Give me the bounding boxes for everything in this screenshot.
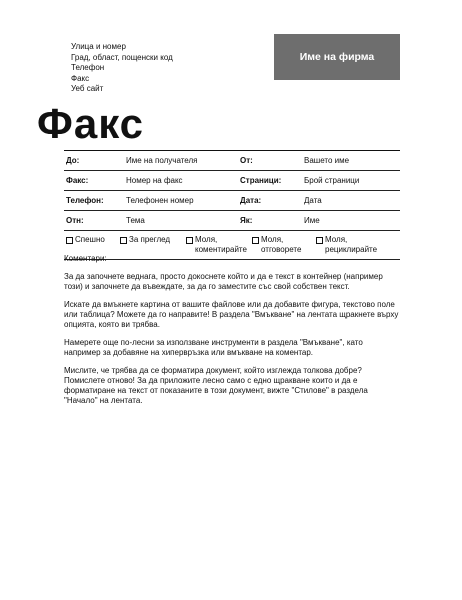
from-label: От: bbox=[240, 156, 253, 165]
comments-paragraph-2[interactable]: Искате да вмъкнете картина от вашите файлове или да добавите фигура, текстово поле или таблица? Можете да го направите! В раздела "Вмъкване" на лентата щракнете върху опцията, която ви трябва. bbox=[64, 300, 399, 329]
checkbox-square-icon[interactable] bbox=[120, 237, 127, 244]
sender-city: Град, област, пощенски код bbox=[71, 52, 173, 62]
comments-label: Коментари: bbox=[64, 254, 107, 263]
checkbox-square-icon[interactable] bbox=[186, 237, 193, 244]
pages-value: Брой страници bbox=[304, 176, 360, 185]
checkbox-reply-label bbox=[261, 235, 301, 255]
fields-row-fax-pages bbox=[64, 171, 400, 191]
re-value: Тема bbox=[126, 216, 145, 225]
phone-value: Телефонен номер bbox=[126, 196, 194, 205]
fields-row-phone-date bbox=[64, 191, 400, 211]
checkbox-comment-label bbox=[195, 235, 247, 255]
comments-paragraph-3[interactable]: Намерете още по-лесни за използване инструменти в раздела "Вмъкване", като например за добавяне на хипервръзка или вмъкване на коментар. bbox=[64, 338, 363, 357]
checkbox-comment-label-line1: Моля, bbox=[195, 235, 218, 244]
sender-fax: Факс bbox=[71, 73, 90, 83]
checkbox-review-label: За преглед bbox=[129, 235, 171, 244]
checkbox-reply-label-line2: отговорете bbox=[261, 245, 302, 254]
cc-value: Име bbox=[304, 216, 320, 225]
sender-phone: Телефон bbox=[71, 63, 105, 72]
sender-street: Улица и номер bbox=[71, 42, 126, 51]
fields-row-re-cc bbox=[64, 211, 400, 231]
sender-website: Уеб сайт bbox=[71, 84, 104, 93]
date-value: Дата bbox=[304, 196, 322, 205]
cc-label: Як: bbox=[240, 216, 253, 225]
from-value: Вашето име bbox=[304, 156, 350, 165]
company-name: Име на фирма bbox=[299, 51, 375, 63]
sender-address-block bbox=[71, 42, 173, 95]
to-value: Име на получателя bbox=[126, 156, 198, 165]
checkbox-square-icon[interactable] bbox=[252, 237, 259, 244]
re-label: Отн: bbox=[66, 216, 84, 225]
comments-paragraph-4[interactable]: Мислите, че трябва да се форматира документ, който изглежда толкова добре? Помислете отново! За да приложите лесно само с едно щракване които и да е форматиране на текст от показаните в този документ, вижте "Стилове" в раздела "Начало" на лентата. bbox=[64, 366, 368, 405]
pages-label: Страници: bbox=[240, 176, 282, 185]
checkbox-reply[interactable] bbox=[252, 235, 301, 255]
checkbox-recycle-label bbox=[325, 235, 377, 255]
to-label: До: bbox=[66, 156, 80, 165]
checkbox-reply-label-line1: Моля, bbox=[261, 235, 284, 244]
checkbox-square-icon[interactable] bbox=[316, 237, 323, 244]
comments-paragraph-1[interactable]: За да започнете веднага, просто докоснете който и да е текст в контейнер (например този) и започнете да въвеждате, за да го заместите със свой собствен текст. bbox=[64, 272, 383, 291]
comments-section bbox=[64, 254, 400, 414]
checkbox-urgent[interactable] bbox=[66, 235, 105, 245]
phone-label: Телефон: bbox=[66, 196, 104, 205]
checkbox-comment-label-line2: коментирайте bbox=[195, 245, 247, 254]
fax-label: Факс: bbox=[66, 176, 89, 185]
fields-row-to-from bbox=[64, 150, 400, 171]
checkbox-recycle-label-line2: рециклирайте bbox=[325, 245, 378, 254]
checkbox-recycle[interactable] bbox=[316, 235, 377, 255]
checkbox-urgent-label: Спешно bbox=[75, 235, 105, 244]
checkbox-square-icon[interactable] bbox=[66, 237, 73, 244]
checkbox-comment[interactable] bbox=[186, 235, 247, 255]
page-title: Факс bbox=[37, 100, 145, 147]
checkbox-recycle-label-line1: Моля, bbox=[325, 235, 348, 244]
checkbox-review[interactable] bbox=[120, 235, 170, 245]
date-label: Дата: bbox=[240, 196, 262, 205]
fax-value: Номер на факс bbox=[126, 176, 183, 185]
fax-fields-table bbox=[64, 150, 400, 260]
company-name-box bbox=[274, 34, 400, 80]
